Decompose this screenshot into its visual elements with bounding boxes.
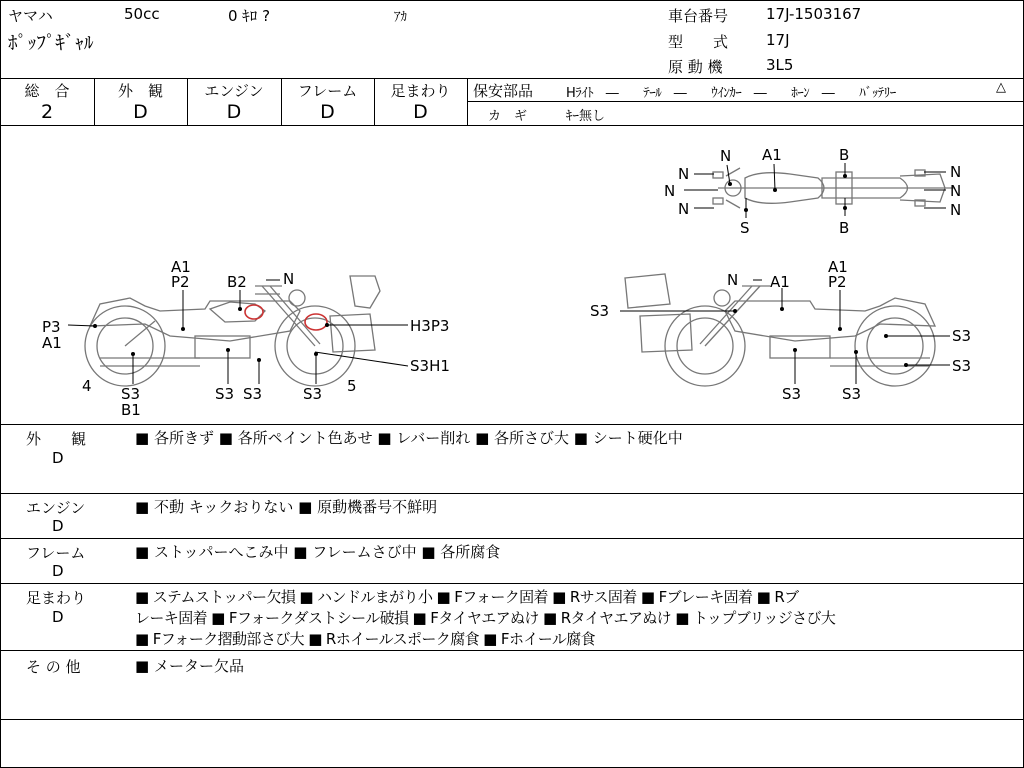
divider <box>467 78 468 126</box>
diagram-label: B <box>839 146 850 164</box>
remark-text-frame: ■ ストッパーへこみ中 ■ フレームさび中 ■ 各所腐食 <box>135 543 501 561</box>
damage-diagram <box>0 126 1024 424</box>
damage-mark <box>245 305 263 319</box>
diagram-label: B1 <box>121 401 141 419</box>
bike-left-view <box>85 276 380 386</box>
frame-no-label: 車台番号 <box>668 7 729 25</box>
diagram-label: N <box>950 201 962 219</box>
diagram-label: N <box>678 200 690 218</box>
diagram-label: A1 <box>42 334 62 352</box>
diagram-label: S3 <box>303 385 323 403</box>
diagram-label: S3 <box>782 385 802 403</box>
remark-text-suspension: ■ Fフォーク摺動部さび大 ■ Rホイールスポーク腐食 ■ Fホイール腐食 <box>135 630 596 648</box>
diagram-label: S3 <box>243 385 263 403</box>
diagram-label: N <box>678 165 690 183</box>
diagram-label: S3 <box>215 385 235 403</box>
remark-text-suspension: レーキ固着 ■ Fフォークダストシール破損 ■ Fタイヤエアぬけ ■ Rタイヤエアぬけ ■ トップブリッジさび大 <box>135 609 836 627</box>
key-label: カ ギ <box>488 109 528 124</box>
frame-no: 17J-1503167 <box>766 5 862 23</box>
diagram-label: N <box>720 147 732 165</box>
score-total-label: 総 合 <box>24 82 70 100</box>
diagram-label: S3 <box>952 327 972 345</box>
remark-label-engine: エンジン <box>26 499 86 517</box>
remark-grade-frame: D <box>52 562 64 580</box>
engine-value: 3L5 <box>766 56 794 74</box>
remark-text-suspension: ■ ステムストッパー欠損 ■ ハンドルまがり小 ■ Fフォーク固着 ■ Rサス固着 ■ Fブレーキ固着 ■ Rブ <box>135 588 799 606</box>
remark-grade-exterior: D <box>52 449 64 467</box>
bike-top-view <box>713 168 955 208</box>
key-value: ｷｰ無し <box>566 109 606 124</box>
score-frame-label: フレーム <box>297 82 358 100</box>
diagram-label: A1 <box>770 273 790 291</box>
score-suspension-value: D <box>413 101 428 123</box>
remark-grade-engine: D <box>52 517 64 535</box>
divider <box>0 78 1024 79</box>
divider <box>0 424 1024 425</box>
diagram-label: S3H1 <box>410 357 450 375</box>
safety-title: 保安部品 <box>473 82 534 100</box>
score-exterior-label: 外 観 <box>117 82 163 100</box>
mileage: 0 ｷﾛ ? <box>228 7 271 25</box>
score-suspension-label: 足まわり <box>390 82 451 100</box>
battery-triangle-icon: △ <box>996 80 1006 95</box>
safety-items: Hﾗｲﾄ ― ﾃｰﾙ ― ｳｲﾝｶｰ ― ﾎｰﾝ ― ﾊﾞｯﾃﾘｰ <box>566 86 896 101</box>
diagram-label: S3 <box>121 385 141 403</box>
diagram-label: B <box>839 219 850 237</box>
remark-text-engine: ■ 不動 キックおりない ■ 原動機番号不鮮明 <box>135 498 438 516</box>
diagram-label: A1 <box>762 146 782 164</box>
diagram-label: N <box>664 182 676 200</box>
remark-label-suspension: 足まわり <box>26 589 87 607</box>
diagram-label: S3 <box>952 357 972 375</box>
divider <box>0 493 1024 494</box>
score-total-value: 2 <box>40 101 54 123</box>
diagram-label: N <box>950 163 962 181</box>
diagram-label: P3 <box>42 318 61 336</box>
divider <box>0 719 1024 720</box>
divider <box>0 650 1024 651</box>
score-engine-value: D <box>226 101 242 123</box>
diagram-label: S <box>740 219 750 237</box>
remark-text-exterior: ■ 各所きず ■ 各所ペイント色あせ ■ レバー削れ ■ 各所さび大 ■ シート硬化中 <box>135 429 683 447</box>
diagram-label: A1 <box>828 258 848 276</box>
diagram-label: P2 <box>171 273 190 291</box>
score-frame-value: D <box>320 101 335 123</box>
diagram-label: 5 <box>347 377 357 395</box>
remark-label-exterior: 外 観 <box>26 430 87 448</box>
score-exterior-value: D <box>133 101 148 123</box>
diagram-label: A1 <box>171 258 191 276</box>
remark-text-other: ■ メーター欠品 <box>135 657 244 675</box>
diagram-label: S3 <box>590 302 610 320</box>
diagram-label: P2 <box>828 273 847 291</box>
remark-grade-suspension: D <box>52 608 64 626</box>
diagram-label: B2 <box>227 273 247 291</box>
diagram-label: N <box>950 182 962 200</box>
divider <box>0 583 1024 584</box>
diagram-label: N <box>283 270 295 288</box>
damage-mark <box>305 314 327 330</box>
diagram-label: S3 <box>842 385 862 403</box>
remark-label-other: そ の 他 <box>26 658 81 676</box>
divider <box>0 538 1024 539</box>
diagram-label: 4 <box>82 377 92 395</box>
divider <box>467 101 1024 102</box>
type-label: 型 式 <box>668 33 729 51</box>
diagram-label: N <box>727 271 739 289</box>
displacement: 50cc <box>124 5 160 23</box>
remark-label-frame: フレーム <box>26 544 86 562</box>
engine-label: 原 動 機 <box>668 58 723 76</box>
maker: ヤマハ <box>8 7 53 25</box>
model-name: ﾎﾟｯﾌﾟｷﾞｬﾙ <box>8 32 94 54</box>
score-engine-label: エンジン <box>204 82 264 100</box>
type-value: 17J <box>766 31 790 49</box>
diagram-label: H3P3 <box>410 317 450 335</box>
color: ｱｶ <box>394 10 407 25</box>
